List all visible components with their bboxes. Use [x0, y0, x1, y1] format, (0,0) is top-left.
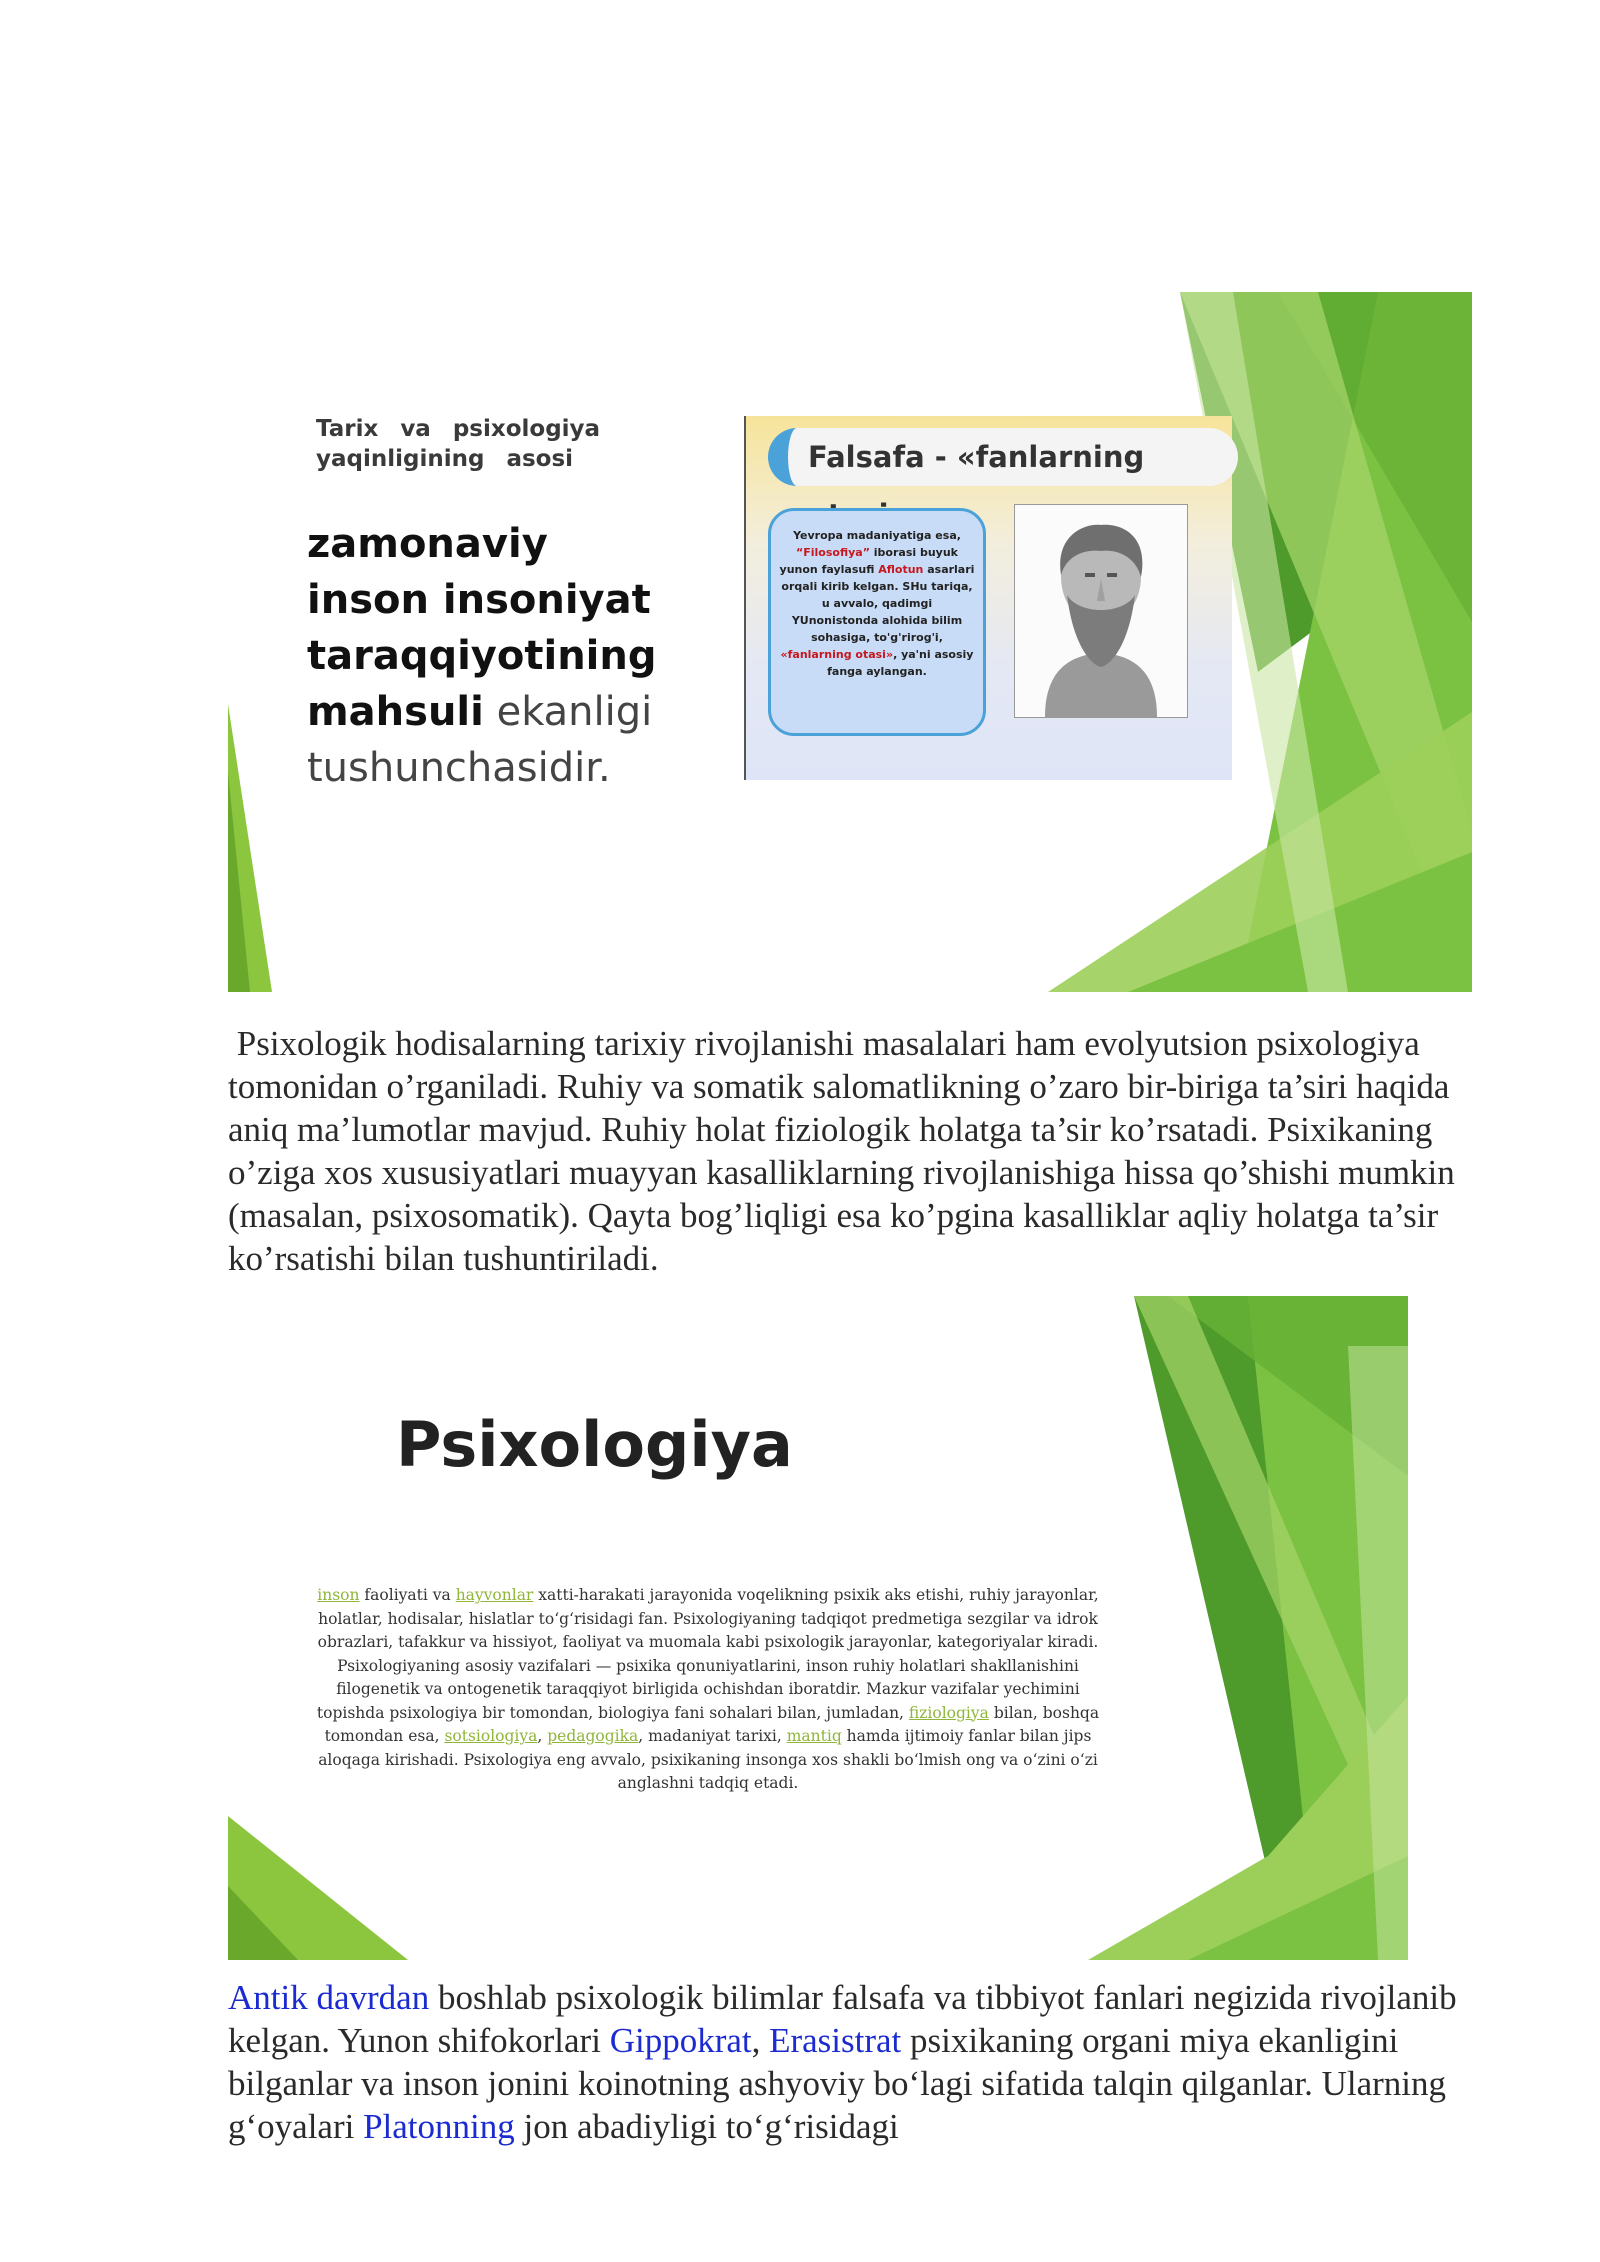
- note-text-2: iborasi buyuk yunon faylasufi: [779, 546, 958, 576]
- link-mantiq[interactable]: mantiq: [786, 1727, 842, 1745]
- inset-note: [768, 508, 986, 736]
- s2-text-c: bilan, boshqa tomondan esa,: [324, 1703, 1100, 1745]
- p2-text-1: boshlab psixologik bilimlar falsafa va tibbiyot fanlari negizida rivojlanib kelgan. Yunon shifokorlari: [228, 1978, 1457, 2060]
- s2-text-b: xatti-harakati jarayonida voqelikning psixik aks etishi, ruhiy jarayonlar, holatlar, hodisalar, hislatlar to‘g‘risidagi fan. Psixologiyaning tadqiqot predmetiga sezgilar va idrok obrazlari, tafakkur va hissiyot, faoliyat va muomala kabi psixologik jarayonlar, kategoriyalar kiradi. Psixologiyaning asosiy vazifalari — psixika qonuniyatlarini, inson ruhiy holatlari shakllanishini filogenetik va ontogenetik taraqqiyot birligida ochishdan iboratdir. Mazkur vazifalar yechimini topishda psixologiya bir tomondan, biologiya fani sohalari bilan, jumladan,: [316, 1586, 1099, 1722]
- slide-1-title: Tarix va psixologiya yaqinligining asosi: [316, 416, 601, 472]
- link-fiziologiya[interactable]: fiziologiya: [908, 1703, 989, 1722]
- s2-text-a: faoliyati va: [359, 1586, 456, 1604]
- inset-header: Falsafa - «fanlarning: [768, 428, 1238, 486]
- link-erasistrat[interactable]: Erasistrat: [769, 2021, 902, 2060]
- p2-text-4: jon abadiyligi to‘g‘risidagi: [514, 2107, 899, 2146]
- note-text-4: , ya'ni asosiy fanga aylangan.: [827, 648, 974, 678]
- link-inson[interactable]: inson: [317, 1586, 360, 1604]
- p2-text-3: psixikaning organi miya ekanligini bilganlar va inson jonini koinotning ashyoviy bo‘lagi sifatida talqin qilganlar. Ularning g‘oyalari: [228, 2021, 1446, 2146]
- paragraph-2: [228, 1976, 1478, 2148]
- slide-1: [228, 292, 1472, 992]
- bust-portrait-icon: [1014, 504, 1188, 718]
- s2-text-e: , madaniyat tarixi,: [638, 1727, 787, 1745]
- link-antik-davrdan[interactable]: Antik davrdan: [228, 1978, 430, 2017]
- p2-text-2: ,: [751, 2021, 770, 2060]
- note-text-1: Yevropa madaniyatiga esa,: [793, 529, 961, 542]
- note-text-3: asarlari orqali kirib kelgan. SHu tariqa, u avvalo, qadimgi YUnonistonda alohida bilim sohasiga, to'g'rirog'i,: [781, 563, 975, 644]
- slide-2-text: [308, 1584, 1108, 1796]
- note-red-3: «fanlarning otasi»: [780, 648, 894, 661]
- slide-2-title: Psixologiya: [396, 1408, 793, 1481]
- slide-1-body: [307, 516, 667, 796]
- link-gippokrat[interactable]: Gippokrat: [609, 2021, 752, 2060]
- slide-2: [228, 1296, 1408, 1960]
- link-sotsiologiya[interactable]: sotsiologiya: [444, 1727, 538, 1745]
- s2-text-d: ,: [537, 1727, 548, 1745]
- s2-text-f: hamda ijtimoiy fanlar bilan jips aloqaga kirishadi. Psixologiya eng avvalo, psixikaning insonga xos shakli bo‘lmish ong va o‘zini o‘zi anglashni tadqiq etadi.: [318, 1727, 1098, 1792]
- paragraph-1: Psixologik hodisalarning tarixiy rivojlanishi masalalari ham evolyutsion psixologiya tomonidan o’rganiladi. Ruhiy va somatik salomatlikning o’zaro bir-biriga ta’siri haqida aniq ma’lumotlar mavjud. Ruhiy holat fiziologik holatga ta’sir ko’rsatadi. Psixikaning o’ziga xos xususiyatlari muayyan kasalliklarning rivojlanishiga hissa qo’shishi mumkin (masalan, psixosomatik). Qayta bog’liqligi esa ko’pgina kasalliklar aqliy holatga ta’sir ko’rsatishi bilan tushuntiriladi.: [228, 1024, 1464, 1278]
- note-red-2: Aflotun: [878, 563, 924, 576]
- slide-1-body-bold: zamonaviy inson insoniyat taraqqiyotining mahsuli: [307, 521, 657, 735]
- link-platonning[interactable]: Platonning: [363, 2107, 515, 2146]
- link-hayvonlar[interactable]: hayvonlar: [455, 1586, 534, 1604]
- slide-1-body-rest: ekanligi tushunchasidir.: [307, 689, 653, 791]
- falsafa-inset: [744, 416, 1232, 780]
- note-red-1: “Filosofiya”: [796, 546, 870, 559]
- link-pedagogika[interactable]: pedagogika: [547, 1727, 639, 1745]
